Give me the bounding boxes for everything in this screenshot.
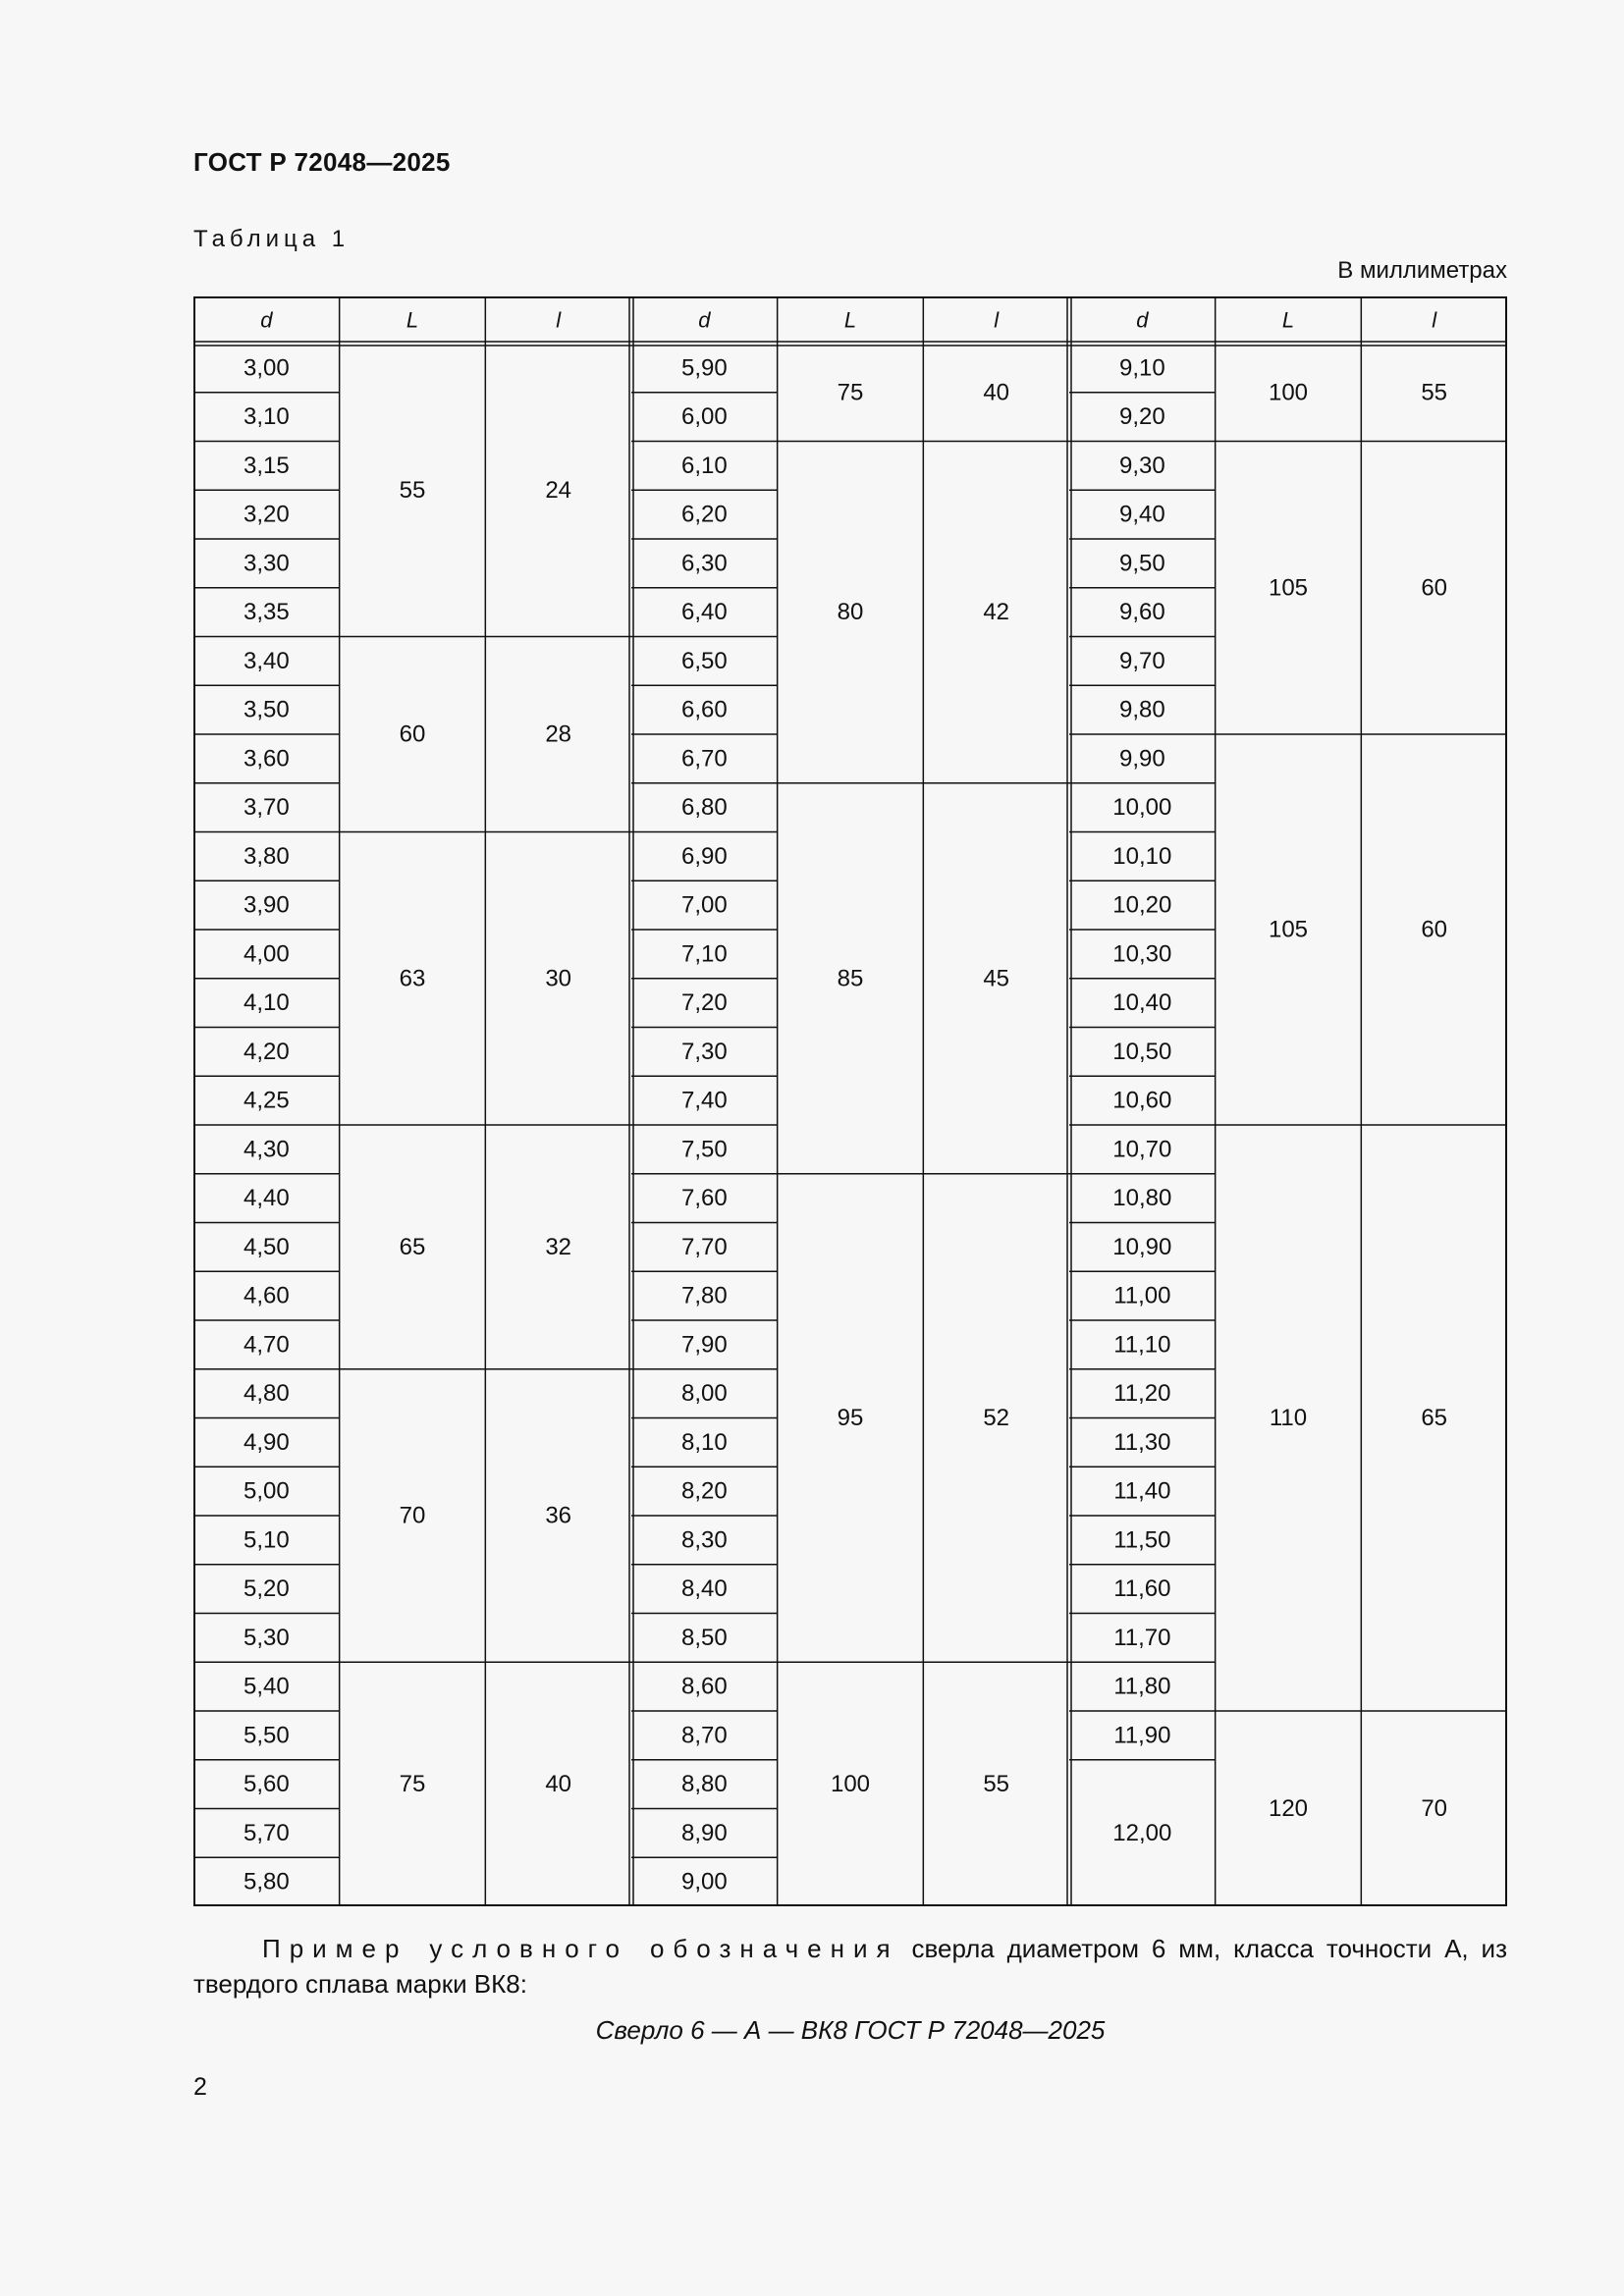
diameter-cell: 8,60	[680, 1673, 728, 1700]
diameter-cell: 9,30	[1118, 452, 1165, 479]
diameter-cell: 11,10	[1113, 1331, 1171, 1359]
diameter-cell: 6,80	[680, 794, 728, 822]
diameter-cell: 8,70	[680, 1722, 728, 1749]
column-header: d	[260, 307, 273, 333]
working-length-cell: 24	[545, 476, 572, 504]
diameter-cell: 3,00	[243, 354, 290, 382]
diameter-cell: 10,10	[1112, 842, 1172, 870]
diameter-cell: 8,50	[680, 1624, 728, 1651]
length-cell: 100	[830, 1771, 871, 1798]
column-header: l	[994, 307, 1000, 333]
diameter-cell: 11,40	[1113, 1477, 1171, 1505]
diameter-cell: 5,70	[243, 1819, 290, 1846]
table-caption: Таблица 1	[193, 226, 351, 252]
working-length-cell: 60	[1421, 916, 1448, 943]
diameter-cell: 11,70	[1113, 1624, 1171, 1651]
working-length-cell: 60	[1421, 574, 1448, 602]
column-header: L	[1281, 307, 1295, 333]
diameter-cell: 7,20	[680, 989, 728, 1017]
dimensions-table	[193, 296, 1507, 1906]
diameter-cell: 3,15	[243, 452, 290, 479]
diameter-cell: 8,10	[680, 1428, 728, 1456]
diameter-cell: 3,50	[243, 696, 290, 723]
diameter-cell: 4,30	[243, 1136, 290, 1163]
diameter-cell: 11,90	[1113, 1722, 1171, 1749]
length-cell: 105	[1268, 916, 1309, 943]
diameter-cell: 8,30	[680, 1526, 728, 1554]
diameter-cell: 5,40	[243, 1673, 290, 1700]
diameter-cell: 10,30	[1112, 940, 1172, 968]
column-header: l	[1432, 307, 1437, 333]
diameter-cell: 5,90	[680, 354, 728, 382]
diameter-cell: 4,20	[243, 1038, 290, 1065]
length-cell: 95	[837, 1405, 864, 1431]
example-text: сверла диаметром 6 мм, класса точности А, из твердого сплава марки ВК8:	[193, 1934, 1507, 1999]
diameter-cell: 11,80	[1113, 1673, 1171, 1700]
length-cell: 100	[1268, 379, 1309, 406]
length-cell: 60	[399, 721, 426, 748]
diameter-cell: 3,70	[243, 794, 290, 822]
diameter-cell: 8,40	[680, 1575, 728, 1603]
units-label: В миллиметрах	[1337, 257, 1507, 284]
diameter-cell: 11,60	[1113, 1575, 1171, 1603]
diameter-cell: 3,30	[243, 550, 290, 577]
diameter-cell: 3,10	[243, 403, 290, 431]
example-paragraph	[193, 1931, 1507, 2002]
diameter-cell: 3,20	[243, 501, 290, 528]
working-length-cell: 52	[983, 1405, 1010, 1431]
length-cell: 80	[837, 599, 864, 626]
diameter-cell: 6,00	[680, 403, 728, 431]
example-designation: Сверло 6 — А — ВК8 ГОСТ Р 72048—2025	[595, 2015, 1106, 2045]
length-cell: 75	[837, 379, 864, 406]
diameter-cell: 12,00	[1112, 1819, 1172, 1846]
diameter-cell: 9,40	[1118, 501, 1165, 528]
diameter-cell: 4,90	[243, 1428, 290, 1456]
working-length-cell: 65	[1421, 1405, 1448, 1431]
working-length-cell: 40	[983, 379, 1010, 406]
column-header: l	[556, 307, 562, 333]
diameter-cell: 9,10	[1118, 354, 1165, 382]
diameter-cell: 6,50	[680, 647, 728, 674]
length-cell: 110	[1269, 1405, 1308, 1431]
diameter-cell: 3,90	[243, 891, 290, 919]
diameter-cell: 5,60	[243, 1771, 290, 1798]
diameter-cell: 9,50	[1118, 550, 1165, 577]
example-lead: Пример условного обозначения	[262, 1934, 899, 1963]
diameter-cell: 9,60	[1118, 599, 1165, 626]
diameter-cell: 7,80	[680, 1282, 728, 1309]
working-length-cell: 70	[1421, 1795, 1448, 1822]
length-cell: 65	[399, 1233, 426, 1260]
column-header: L	[843, 307, 857, 333]
diameter-cell: 5,20	[243, 1575, 290, 1603]
working-length-cell: 45	[983, 965, 1010, 992]
diameter-cell: 10,60	[1112, 1087, 1172, 1114]
diameter-cell: 7,10	[680, 940, 728, 968]
diameter-cell: 7,60	[680, 1185, 728, 1212]
diameter-cell: 9,00	[680, 1868, 728, 1896]
diameter-cell: 7,70	[680, 1233, 728, 1260]
diameter-cell: 7,30	[680, 1038, 728, 1065]
diameter-cell: 5,00	[243, 1477, 290, 1505]
diameter-cell: 7,40	[680, 1087, 728, 1114]
diameter-cell: 6,60	[680, 696, 728, 723]
diameter-cell: 8,20	[680, 1477, 728, 1505]
diameter-cell: 10,50	[1112, 1038, 1172, 1065]
length-cell: 75	[399, 1771, 426, 1798]
diameter-cell: 7,50	[680, 1136, 728, 1163]
diameter-cell: 10,20	[1112, 891, 1172, 919]
diameter-cell: 9,80	[1118, 696, 1165, 723]
diameter-cell: 9,20	[1118, 403, 1165, 431]
diameter-cell: 10,40	[1112, 989, 1172, 1017]
column-header: d	[698, 307, 711, 333]
working-length-cell: 32	[545, 1233, 572, 1260]
diameter-cell: 3,60	[243, 745, 290, 773]
diameter-cell: 5,80	[243, 1868, 290, 1896]
diameter-cell: 8,00	[680, 1380, 728, 1408]
working-length-cell: 55	[983, 1771, 1010, 1798]
diameter-cell: 8,80	[680, 1771, 728, 1798]
working-length-cell: 30	[545, 965, 572, 992]
diameter-cell: 9,90	[1118, 745, 1165, 773]
diameter-cell: 5,50	[243, 1722, 290, 1749]
diameter-cell: 10,00	[1112, 794, 1172, 822]
diameter-cell: 4,00	[243, 940, 290, 968]
diameter-cell: 9,70	[1118, 647, 1165, 674]
diameter-cell: 7,00	[680, 891, 728, 919]
diameter-cell: 4,70	[243, 1331, 290, 1359]
diameter-cell: 4,80	[243, 1380, 290, 1408]
working-length-cell: 42	[983, 599, 1010, 626]
working-length-cell: 55	[1421, 379, 1448, 406]
length-cell: 70	[399, 1502, 426, 1529]
diameter-cell: 10,90	[1112, 1233, 1172, 1260]
diameter-cell: 11,50	[1113, 1526, 1171, 1554]
diameter-cell: 3,35	[243, 599, 290, 626]
diameter-cell: 10,80	[1112, 1185, 1172, 1212]
diameter-cell: 6,40	[680, 599, 728, 626]
diameter-cell: 4,60	[243, 1282, 290, 1309]
diameter-cell: 4,50	[243, 1233, 290, 1260]
diameter-cell: 6,70	[680, 745, 728, 773]
diameter-cell: 4,25	[243, 1087, 290, 1114]
diameter-cell: 4,40	[243, 1185, 290, 1212]
diameter-cell: 6,10	[680, 452, 728, 479]
length-cell: 85	[837, 965, 864, 992]
diameter-cell: 10,70	[1112, 1136, 1172, 1163]
diameter-cell: 11,20	[1113, 1380, 1171, 1408]
diameter-cell: 7,90	[680, 1331, 728, 1359]
length-cell: 55	[399, 476, 426, 504]
diameter-cell: 3,80	[243, 842, 290, 870]
working-length-cell: 40	[545, 1771, 572, 1798]
diameter-cell: 11,30	[1113, 1428, 1171, 1456]
working-length-cell: 28	[545, 721, 572, 748]
diameter-cell: 6,20	[680, 501, 728, 528]
diameter-cell: 6,30	[680, 550, 728, 577]
diameter-cell: 5,30	[243, 1624, 290, 1651]
length-cell: 120	[1268, 1795, 1309, 1822]
page-number: 2	[193, 2073, 207, 2101]
column-header: L	[406, 307, 419, 333]
standard-id: ГОСТ Р 72048—2025	[193, 147, 451, 177]
diameter-cell: 11,00	[1113, 1282, 1171, 1309]
diameter-cell: 8,90	[680, 1819, 728, 1846]
diameter-cell: 5,10	[243, 1526, 290, 1554]
diameter-cell: 3,40	[243, 647, 290, 674]
diameter-cell: 6,90	[680, 842, 728, 870]
length-cell: 105	[1268, 574, 1309, 602]
length-cell: 63	[399, 965, 426, 992]
column-header: d	[1136, 307, 1149, 333]
working-length-cell: 36	[545, 1502, 572, 1529]
diameter-cell: 4,10	[243, 989, 290, 1017]
